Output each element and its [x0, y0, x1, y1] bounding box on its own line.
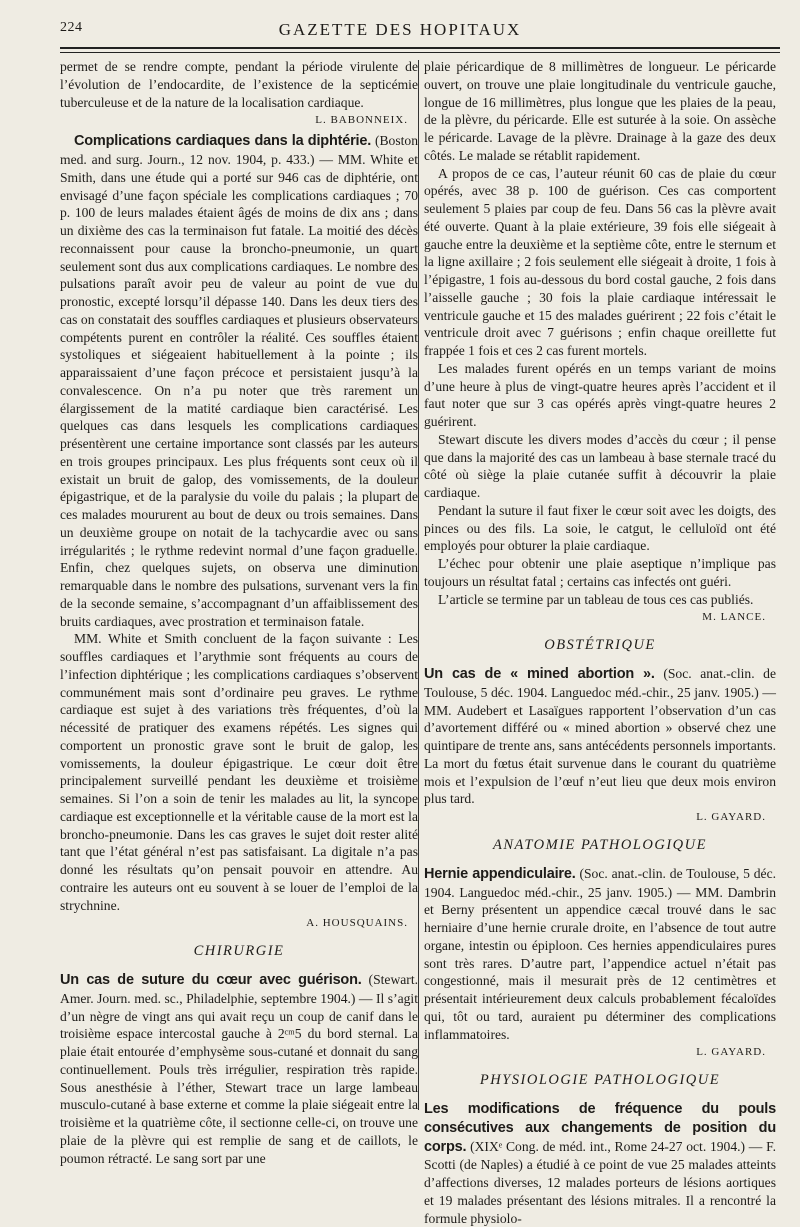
intro-signature: L. BABONNEIX.	[315, 114, 408, 127]
article-conclusion-diphtheria: MM. White et Smith concluent de la façon suivante : Les souffles cardiaques et l’arythmie sont fréquents au cours de l’infection diphtérique ; les complications cardiaques s’observent communément mais sont d’ordinaire peu graves. Le rythme cardiaque est sujet à des variations très fréquentes, d’où la nécessité de pratiquer des examens répétés. Les signes qui comportent un pronostic grave sont le bruit de galop, les vomissements, la douleur épigastrique. Le cœur doit être principalement surveillé pendant les deuxième et troisième semaines. Si l’on a soin de tenir les malades au lit, la syncope cardiaque est exceptionnelle et la véritable cause de la mort est la broncho-pneumonie. Dans les cas graves le sujet doit rester alité tant que l’état général n’est pas satisfaisant. La digitale n’a pas donné les résultats qu’on pensait pouvoir en attendre. Au contraire les auteurs ont eu souvent à se louer de l’emploi de la strychnine.	[60, 631, 418, 913]
suture-paragraph-7: L’article se termine par un tableau de tous ces cas publiés.	[438, 591, 754, 607]
article-title-suture: Un cas de suture du cœur avec guérison.	[60, 972, 362, 988]
suture-paragraph-3: Les malades furent opérés en un temps variant de moins d’une heure à plus de vingt-quatre heures après l’accident et il faut noter que sur 3 cas opérés après vingt-quatre heures 2 guérirent.	[424, 360, 776, 429]
article-hernie	[424, 865, 776, 1044]
article-title-pouls: Les modifications de fréquence du pouls consécutives aux changements de position du corps.	[424, 1101, 776, 1155]
hernie-signature: L. GAYARD.	[696, 1046, 766, 1059]
article-title-hernie: Hernie appendiculaire.	[424, 865, 576, 882]
section-heading-physiologie: PHYSIOLOGIE PATHOLOGIQUE	[479, 1072, 721, 1089]
abortion-signature: L. GAYARD.	[696, 811, 766, 823]
header-rule-thin	[60, 52, 780, 53]
suture-paragraph-2: A propos de ce cas, l’auteur réunit 60 cas de plaie du cœur opérés, avec 38 p. 100 de guérison. Ces cas comportent seulement 5 plaies par coup de feu. Dans 56 cas la plèvre avait été ouverte. Quant à la plaie extérieure, 39 fois elle siégeait à gauche entre la deuxième et la septième côte, entre le sternum et la ligne axillaire ; 2 fois seulement elle siégeait à droite, 1 fois à l’épigastre, 1 fois au-dessous du bord costal gauche, 2 fois dans l’aisselle gauche ; 30 fois la plaie cardiaque intéressait le ventricule gauche et 15 des malades guérirent ; 22 fois c’était le ventricule droit avec 7 guérisons ; enfin chaque oreillette fut frappée 1 fois et ces 2 cas furent mortels.	[424, 165, 776, 358]
section-heading-chirurgie: CHIRURGIE	[193, 943, 285, 960]
section-heading-obstetrique: OBSTÉTRIQUE	[544, 637, 656, 654]
suture-paragraph-5: Pendant la suture il faut fixer le cœur soit avec les doigts, des pinces ou des fils. La soie, le catgut, le celluloïd ont été employés pour obturer la plaie cardiaque.	[424, 502, 776, 554]
diphtheria-signature: A. HOUSQUAINS.	[306, 917, 408, 930]
suture-paragraph-6: L’échec pour obtenir une plaie aseptique n’implique pas toujours un résultat fatal ; certains cas infectés ont guéri.	[424, 556, 776, 589]
article-body-suture: (Stewart. Amer. Journ. med. sc., Philadelphie, septembre 1904.) — Il s’agit d’un nègre de vingt ans qui avait reçu un coup de canif dans le troisième espace intercostal gauche à 2ᶜᵐ5 du bord sternal. La plaie était entourée d’emphysème sous-cutané et donnait du sang continuellement. Pouls très irrégulier, respiration très rapide. Sous anesthésie à l’éther, Stewart trace un large lambeau musculo-cutané à base externe et comme la plaie siégeait entre la troisième et la quatrième côte, il sectionne celle-ci, on trouve une plaie de la plèvre qui est remplie de sang et de caillots, le poumon rétracté. Le sang sort par une	[60, 972, 418, 1166]
right-column	[424, 58, 776, 1227]
header-rule-thick	[60, 47, 780, 49]
left-column	[60, 58, 418, 1167]
running-title: GAZETTE DES HOPITAUX	[278, 20, 522, 39]
intro-paragraph: permet de se rendre compte, pendant la période virulente de l’évolution de l’endocardite, de l’existence de la septicémie tuberculeuse et de la nature de la localisation cardiaque.	[60, 59, 418, 110]
article-title-abortion: Un cas de « mined abortion ».	[424, 666, 655, 682]
article-pouls	[424, 1100, 776, 1227]
section-heading-anatomie: ANATOMIE PATHOLOGIQUE	[493, 837, 707, 853]
article-abortion	[424, 665, 776, 808]
article-body-pouls: (XIXᵉ Cong. de méd. int., Rome 24-27 oct. 1904.) — F. Scotti (de Naples) a étudié à ce point de vue 25 malades atteints d’affections diverses, 12 malades porteurs de lésions aortiques et 19 malades présentant des lésions mitrales. Il a rencontré la formule physiolo-	[424, 1138, 777, 1226]
article-title-diphtheria: Complications cardiaques dans la diphtérie.	[74, 133, 372, 150]
article-diphtheria	[60, 132, 418, 630]
article-body-hernie: (Soc. anat.-clin. de Toulouse, 5 déc. 1904. Languedoc méd.-chir., 25 janv. 1905.) — MM. Dambrin et Berny présentent un appendice cæcal trouvé dans le sac herniaire d’une hernie crurale droite, en l’absence de tout autre organe, intestin ou épiploon. Ces hernies appendiculaires pures sont très rares. D’autre part, l’appendice actuel n’était pas congestionné, mais il mesurait près de 12 centimètres et présentait intérieurement deux calculs probablement fécaloïdes qui, tôt ou tard, auraient pu déterminer des complications inflammatoires.	[424, 865, 777, 1042]
article-body-diphtheria: (Boston med. and surg. Journ., 12 nov. 1904, p. 433.) — MM. White et Smith, dans une étude qui a porté sur 946 cas de diphtérie, ont envisagé d’une façon spéciale les complications cardiaques ; 70 p. 100 de leurs malades étaient âgés de moins de dix ans ; dans un dixième des cas la terminaison fut fatale. La moitié des décès reconnaissent pour cause la broncho-pneumonie, un quart seulement sont dus aux complications cardiaques. Le nombre des pulsations paraît avoir peu de valeur au point de vue du pronostic, excepté lorsqu’il dépasse 140. Dans les deux tiers des cas on constatait des souffles cardiaques et plusieurs observateurs compétents purent en contrôler la réalité. Ces souffles étaient systoliques et siégeaient habituellement à la pointe ; ils apparaissaient d’une façon précoce et persistaient jusqu’à la convalescence. On n’a pu noter que très rarement un élargissement de la matité cardiaque bien caractérisé. Les quelques cas dans lesquels les complications cardiaques présentèrent une certaine importance sont classés par les auteurs en trois groupes principaux. Les plus fréquents sont ceux où il existait un bruit de galop, des vomissements, de la douleur épigastrique, et de la paralysie du voile du palais ; la plupart de ces malades moururent au bout de deux ou trois semaines. Dans un deuxième groupe on notait de la tachycardie avec ou sans irrégularités ; le rythme redevint normal d’une façon graduelle. Enfin, chez quelques sujets, on observa une diminution remarquable dans le nombre des pulsations, survenant vers la fin de la seconde semaine, s’accompagnant d’un affaiblissement des bruits cardiaques, avec prostration et terminaison fatale.	[60, 133, 418, 629]
page-number: 224	[60, 20, 83, 35]
column-divider	[418, 60, 419, 1110]
suture-signature: M. LANCE.	[702, 611, 766, 624]
suture-paragraph-4: Stewart discute les divers modes d’accès du cœur ; il pense que dans la majorité des cas un lambeau à base sternale tracé du côté où siège la plaie cutanée suffit à découvrir la plaie cardiaque.	[424, 431, 776, 500]
suture-continued: plaie péricardique de 8 millimètres de longueur. Le péricarde ouvert, on trouve une plaie longitudinale du ventricule gauche, longue de 16 millimètres, plus longue que les plaies de la peau, de la plèvre, du péricarde. Elle est suturée à la soie. On assèche le péricarde. Lavage de la plèvre. Drainage à la gaze des deux côtés. Le malade se rétablit rapidement.	[424, 59, 776, 163]
article-body-abortion: (Soc. anat.-clin. de Toulouse, 5 déc. 1904. Languedoc méd.-chir., 25 janv. 1905.) — MM. Audebert et Lasaïgues rapportent l’observation d’un cas d’avortement différé ou « mined abortion » observé chez une quintipare de trente ans, sans antécédents personnels importants. La mort du fœtus était survenue dans le courant du quatrième mois et l’expulsion de l’œuf n’eut lieu que deux mois environ plus tard.	[424, 666, 776, 807]
article-suture	[60, 971, 418, 1167]
